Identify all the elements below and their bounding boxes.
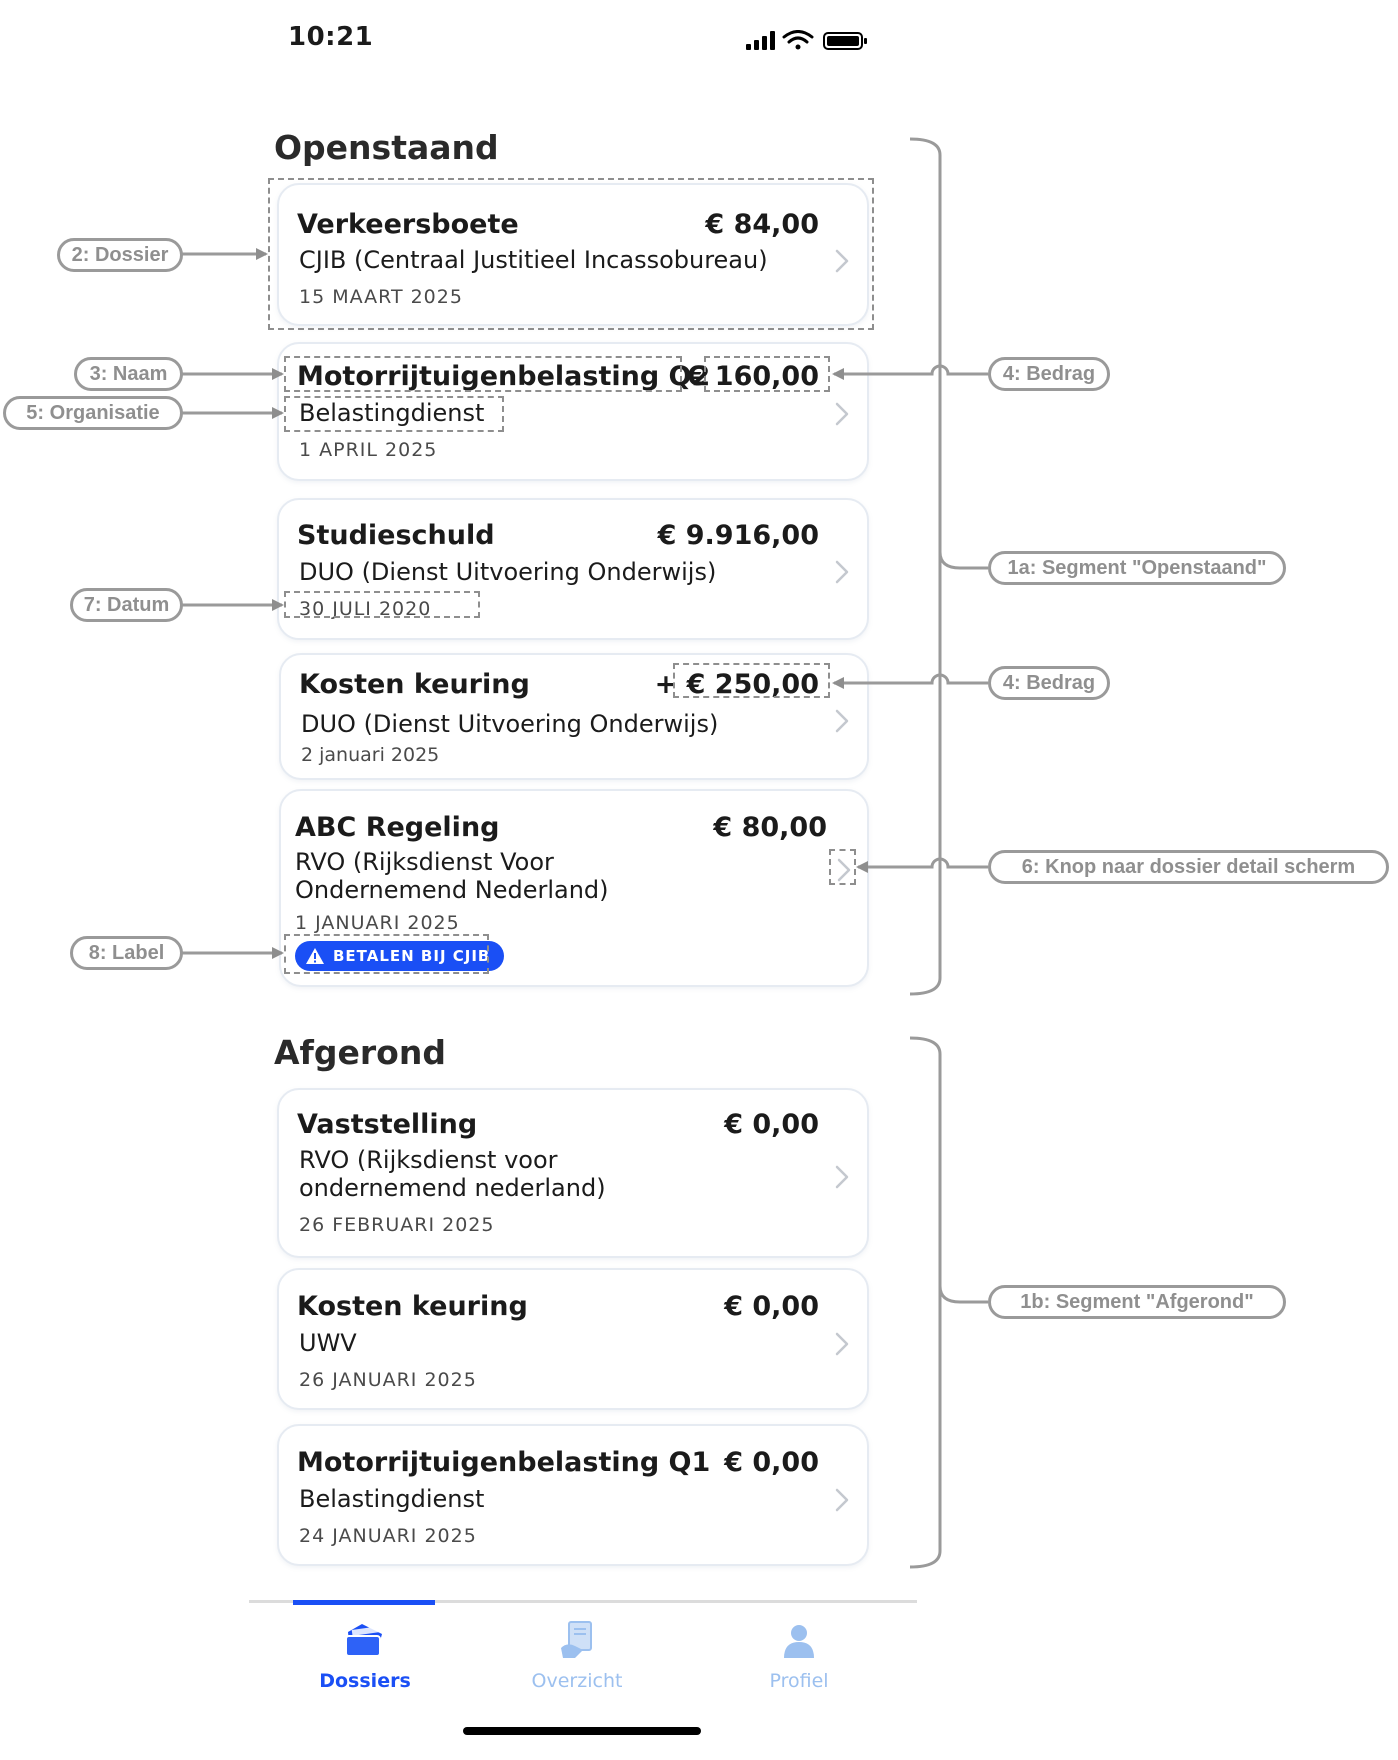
dossier-amount: € 84,00 bbox=[705, 209, 819, 240]
dossier-organization: Belastingdienst bbox=[299, 399, 485, 427]
dossier-date: 15 MAART 2025 bbox=[299, 286, 463, 308]
annotation-segment-open: 1a: Segment "Openstaand" bbox=[988, 551, 1286, 585]
dossier-date: 2 januari 2025 bbox=[301, 744, 440, 766]
annotation-dossier: 2: Dossier bbox=[57, 238, 183, 272]
tab-profiel[interactable] bbox=[719, 1620, 879, 1700]
dossier-amount: € 80,00 bbox=[713, 812, 827, 843]
dossier-date: 26 JANUARI 2025 bbox=[299, 1369, 477, 1391]
dossier-organization: DUO (Dienst Uitvoering Onderwijs) bbox=[301, 710, 719, 738]
dossier-date: 1 APRIL 2025 bbox=[299, 439, 438, 461]
dossier-name: Kosten keuring bbox=[299, 669, 530, 700]
folders-icon bbox=[342, 1620, 388, 1660]
tab-dossiers[interactable] bbox=[285, 1620, 445, 1700]
dossier-name: Verkeersboete bbox=[297, 209, 519, 240]
annotation-arrow bbox=[834, 366, 988, 374]
annotation-segment-done: 1b: Segment "Afgerond" bbox=[988, 1285, 1286, 1319]
dossier-organization: DUO (Dienst Uitvoering Onderwijs) bbox=[299, 558, 717, 586]
annotation-bedrag: 4: Bedrag bbox=[988, 666, 1110, 700]
annotation-bedrag: 4: Bedrag bbox=[988, 357, 1110, 391]
dossier-organization: RVO (Rijksdienst voor ondernemend nederland) bbox=[299, 1146, 606, 1202]
tab-overzicht-label: Overzicht bbox=[531, 1670, 623, 1692]
dossier-amount: € 9.916,00 bbox=[657, 520, 819, 551]
dossier-amount: € 0,00 bbox=[724, 1291, 819, 1322]
section-title-open: Openstaand bbox=[274, 128, 499, 167]
dossier-amount: € 160,00 bbox=[686, 361, 819, 392]
dossier-amount: € 0,00 bbox=[724, 1109, 819, 1140]
dossier-name: Motorrijtuigenbelasting Q1 bbox=[297, 1447, 711, 1478]
annotation-arrow bbox=[858, 859, 988, 867]
dossier-name: Vaststelling bbox=[297, 1109, 478, 1140]
dossier-organization: Belastingdienst bbox=[299, 1485, 485, 1513]
annotation-naam: 3: Naam bbox=[74, 357, 183, 391]
dossier-date: 24 JANUARI 2025 bbox=[299, 1525, 477, 1547]
dossier-date: 30 JULI 2020 bbox=[299, 598, 432, 620]
dossier-date: 26 FEBRUARI 2025 bbox=[299, 1214, 495, 1236]
section-title-done: Afgerond bbox=[274, 1033, 446, 1072]
annotation-arrow bbox=[834, 675, 988, 683]
annotation-organisatie: 5: Organisatie bbox=[3, 396, 183, 430]
status-time: 10:21 bbox=[288, 22, 374, 52]
tab-dossiers-label: Dossiers bbox=[319, 1670, 411, 1692]
dossier-date: 1 JANUARI 2025 bbox=[295, 912, 460, 934]
dossier-amount: € 0,00 bbox=[724, 1447, 819, 1478]
bracket-afgerond bbox=[910, 1038, 988, 1567]
status-label-text: BETALEN BIJ CJIB bbox=[333, 947, 491, 965]
dossier-organization: UWV bbox=[299, 1329, 357, 1357]
dossier-organization: RVO (Rijksdienst Voor Ondernemend Nederland) bbox=[295, 848, 609, 904]
home-indicator bbox=[463, 1727, 701, 1735]
dossier-name: Kosten keuring bbox=[297, 1291, 528, 1322]
annotation-datum: 7: Datum bbox=[70, 588, 183, 622]
tab-overzicht[interactable] bbox=[497, 1620, 657, 1700]
dossier-organization: CJIB (Centraal Justitieel Incassobureau) bbox=[299, 246, 768, 274]
user-icon bbox=[781, 1622, 817, 1660]
dossier-name: Studieschuld bbox=[297, 520, 495, 551]
tab-profiel-label: Profiel bbox=[769, 1670, 829, 1692]
dossier-name: Motorrijtuigenbelasting Q2 bbox=[297, 361, 711, 392]
active-tab-indicator bbox=[293, 1600, 435, 1605]
dossier-amount: + € 250,00 bbox=[654, 669, 819, 700]
receipt-icon bbox=[557, 1620, 597, 1662]
annotation-knop: 6: Knop naar dossier detail scherm bbox=[988, 850, 1389, 884]
dossier-name: ABC Regeling bbox=[295, 812, 500, 843]
annotation-label: 8: Label bbox=[70, 936, 183, 970]
